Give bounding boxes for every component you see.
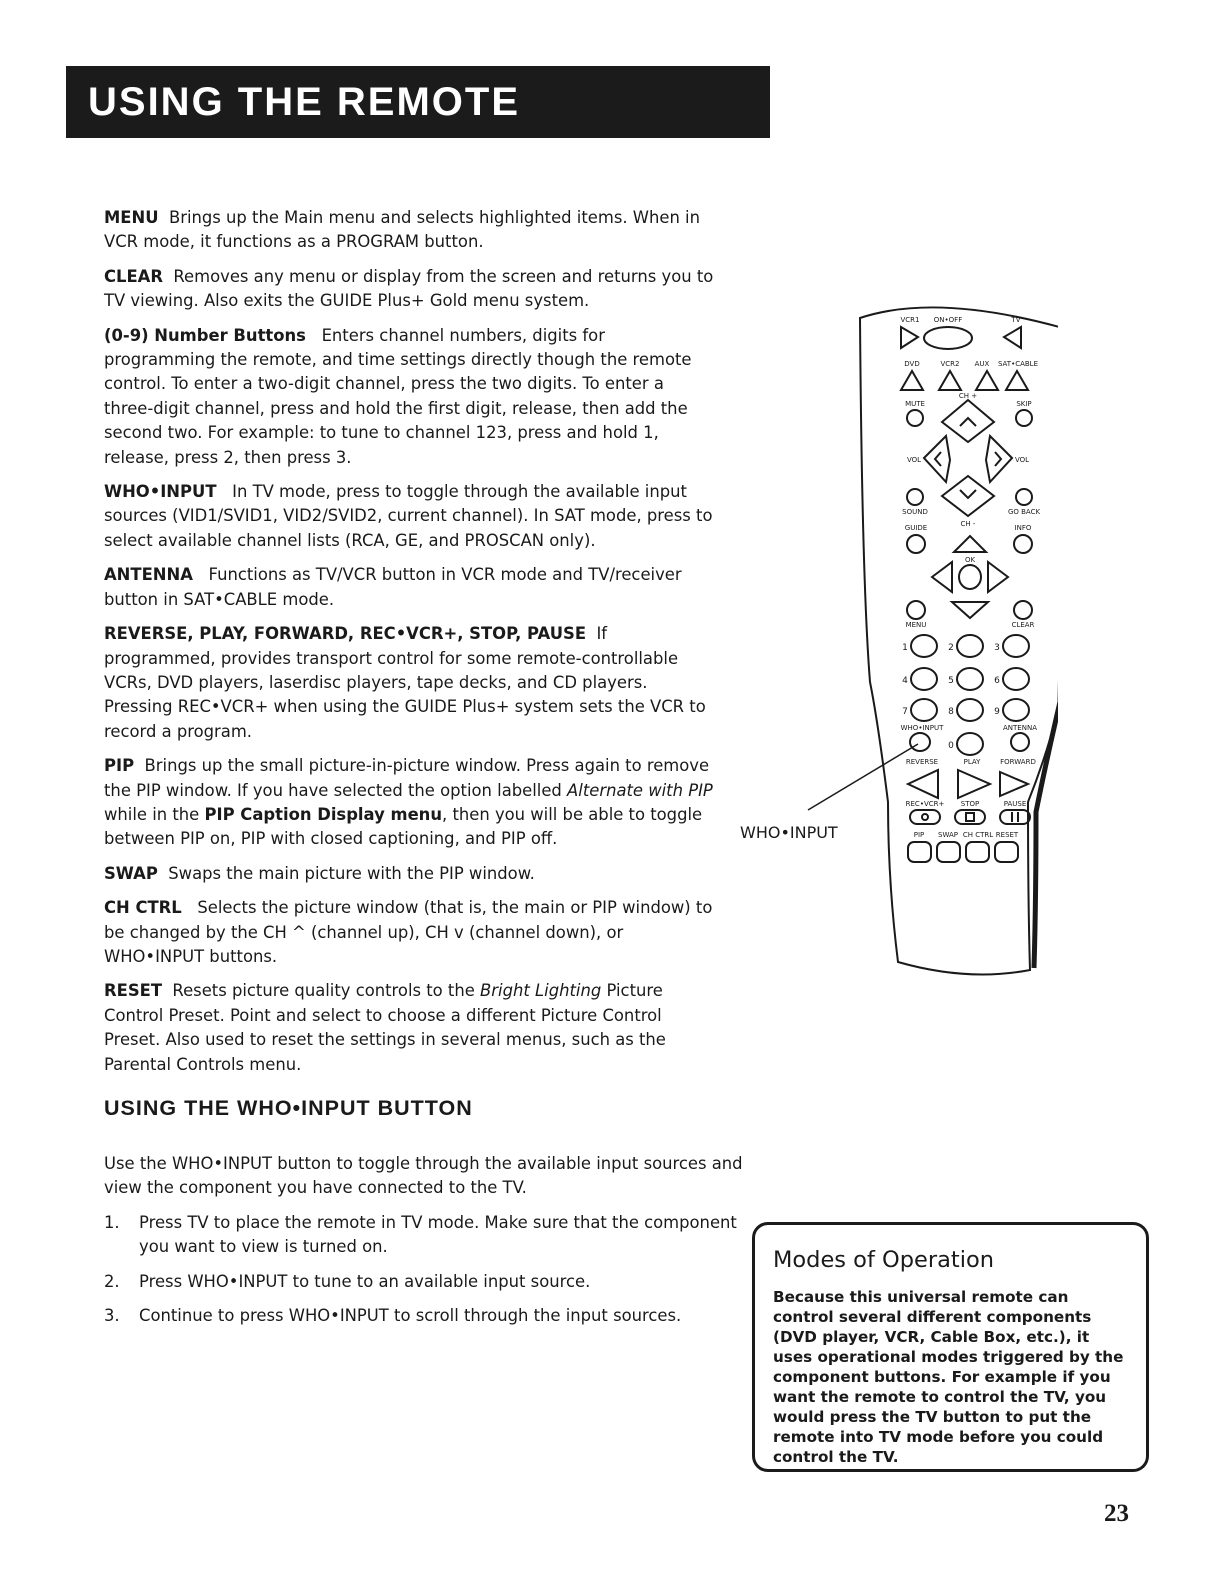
- list-item: 2. Press WHO•INPUT to tune to an available input source.: [104, 1271, 591, 1291]
- label-sat-cable: SAT•CABLE: [997, 360, 1039, 368]
- number-7-button: [911, 699, 937, 721]
- label-vol-left: VOL: [906, 456, 922, 464]
- pip-button: [908, 842, 931, 862]
- steps-list: [104, 1211, 744, 1329]
- label-7: 7: [902, 707, 908, 717]
- label-2: 2: [948, 643, 954, 653]
- desc-menu: MENU Brings up the Main menu and selects highlighted items. When in VCR mode, it functions as a PROGRAM button.: [104, 208, 700, 252]
- info-button: [1014, 535, 1032, 553]
- dvd-button: [901, 371, 923, 390]
- label-pip: PIP: [913, 831, 925, 839]
- label-swap: SWAP: [938, 831, 958, 839]
- forward-button: [1000, 772, 1028, 796]
- antenna-button: [1011, 733, 1029, 751]
- mute-button: [907, 410, 923, 426]
- label-reverse: REVERSE: [905, 758, 939, 766]
- desc-swap: SWAP Swaps the main picture with the PIP window.: [104, 863, 535, 883]
- label-1: 1: [902, 643, 908, 653]
- label-9: 9: [994, 707, 1000, 717]
- play-button: [958, 770, 990, 798]
- desc-antenna: ANTENNA Functions as TV/VCR button in VCR mode and TV/receiver button in SAT•CABLE mode.: [104, 565, 682, 609]
- label-vol-right: VOL: [1014, 456, 1030, 464]
- label-ch-down: CH -: [960, 520, 976, 528]
- number-5-button: [957, 668, 983, 690]
- ch-down-button: [942, 476, 994, 516]
- ch-up-button: [942, 400, 994, 442]
- label-vcr1: VCR1: [900, 316, 920, 324]
- vol-up-button: [986, 436, 1012, 482]
- tv-button: [1004, 327, 1021, 348]
- sound-button: [907, 489, 923, 505]
- reverse-button: [908, 770, 938, 798]
- label-stop: STOP: [960, 800, 980, 808]
- label-clear: CLEAR: [1011, 621, 1035, 629]
- desc-ch-ctrl: CH CTRL Selects the picture window (that is, the main or PIP window) to be changed by the CH ^ (channel up), CH v (channel down), or WHO•INPUT buttons.: [104, 898, 713, 966]
- label-who-input: WHO•INPUT: [900, 724, 944, 732]
- label-ch-up: CH +: [958, 392, 978, 400]
- clear-button: [1014, 601, 1032, 619]
- remote-body-shadow: [1034, 338, 1058, 968]
- label-vcr2: VCR2: [940, 360, 960, 368]
- desc-who-input: WHO•INPUT In TV mode, press to toggle through the available input sources (VID1/SVID1, VID2/SVID2, current channel). In SAT mode, press to select available channel lists (RCA, GE, and PROSCAN only).: [104, 482, 713, 550]
- label-antenna: ANTENNA: [1003, 724, 1037, 732]
- label-4: 4: [902, 676, 908, 686]
- list-item: 1. Press TV to place the remote in TV mode. Make sure that the component you want to view is turned on.: [104, 1212, 737, 1257]
- label-tv: TV: [1011, 316, 1021, 324]
- label-dvd: DVD: [904, 360, 920, 368]
- label-pause: PAUSE: [1003, 800, 1027, 808]
- number-1-button: [911, 635, 937, 657]
- vol-down-button: [924, 436, 950, 482]
- modes-of-operation-box: [752, 1222, 1149, 1472]
- label-sound: SOUND: [902, 508, 928, 516]
- section-heading: USING THE WHO•INPUT BUTTON: [104, 1096, 473, 1120]
- power-button: [924, 327, 972, 349]
- sat-cable-button: [1006, 371, 1028, 390]
- ch-ctrl-button: [966, 842, 989, 862]
- label-rec: REC•VCR+: [905, 800, 945, 808]
- label-play: PLAY: [963, 758, 981, 766]
- reset-button: [995, 842, 1018, 862]
- aux-button: [976, 371, 998, 390]
- ok-button: [959, 565, 981, 589]
- page-number: 23: [1104, 1500, 1129, 1527]
- rec-button: [910, 810, 940, 824]
- callout-label: WHO•INPUT: [740, 823, 838, 842]
- up-arrow-button: [954, 536, 986, 552]
- label-0: 0: [948, 741, 954, 751]
- label-menu: MENU: [905, 621, 927, 629]
- label-3: 3: [994, 643, 1000, 653]
- rec-icon: [922, 814, 928, 820]
- label-8: 8: [948, 707, 954, 717]
- desc-pip: PIP Brings up the small picture-in-picture window. Press again to remove the PIP window. If you have selected the option labelled Alternate with PIP while in the PIP Caption Display menu, then you will be able to toggle between PIP on, PIP with closed captioning, and PIP off.: [104, 756, 713, 849]
- label-go-back: GO BACK: [1007, 508, 1041, 516]
- label-info: INFO: [1014, 524, 1032, 532]
- menu-button: [907, 601, 925, 619]
- list-item: 3. Continue to press WHO•INPUT to scroll through the input sources.: [104, 1306, 682, 1326]
- swap-button: [937, 842, 960, 862]
- vcr1-button: [901, 327, 918, 348]
- label-guide: GUIDE: [904, 524, 928, 532]
- number-0-button: [957, 733, 983, 755]
- vol-right-arrow-icon: [995, 452, 1001, 466]
- vcr2-button: [939, 371, 961, 390]
- label-on-off: ON•OFF: [933, 316, 963, 324]
- vol-left-arrow-icon: [935, 452, 941, 466]
- desc-transport: REVERSE, PLAY, FORWARD, REC•VCR+, STOP, PAUSE If programmed, provides transport control for some remote-controllable VCRs, DVD players, laserdisc players, tape decks, and CD players. Pressing REC•VCR+ when using the GUIDE Plus+ system sets the VCR to record a program.: [104, 624, 706, 741]
- number-8-button: [957, 699, 983, 721]
- skip-button: [1016, 410, 1032, 426]
- left-arrow-button: [932, 562, 952, 592]
- number-4-button: [911, 668, 937, 690]
- box-title: Modes of Operation: [773, 1247, 994, 1273]
- button-descriptions: [104, 206, 716, 1087]
- number-9-button: [1003, 699, 1029, 721]
- label-aux: AUX: [974, 360, 990, 368]
- pause-button: [1000, 810, 1030, 824]
- who-input-instructions: [104, 1152, 744, 1338]
- label-ok: OK: [964, 556, 976, 564]
- number-2-button: [957, 635, 983, 657]
- page-title: USING THE REMOTE: [66, 66, 770, 138]
- ch-up-arrow-icon: [960, 418, 976, 426]
- remote-illustration: [738, 282, 1058, 982]
- callout-leader-line: [808, 744, 918, 810]
- label-5: 5: [948, 676, 954, 686]
- number-3-button: [1003, 635, 1029, 657]
- label-ch-ctrl: CH CTRL: [962, 831, 994, 839]
- right-arrow-button: [988, 562, 1008, 592]
- guide-button: [907, 535, 925, 553]
- who-input-button: [910, 733, 930, 751]
- label-mute: MUTE: [905, 400, 925, 408]
- label-forward: FORWARD: [1000, 758, 1036, 766]
- label-skip: SKIP: [1016, 400, 1032, 408]
- label-6: 6: [994, 676, 1000, 686]
- section-intro: Use the WHO•INPUT button to toggle through the available input sources and view the component you have connected to the TV.: [104, 1154, 743, 1198]
- pause-icon: [1012, 812, 1018, 822]
- label-reset: RESET: [995, 831, 1019, 839]
- desc-number-buttons: (0-9) Number Buttons Enters channel numbers, digits for programming the remote, and time settings directly though the remote control. To enter a two-digit channel, press the two digits. To enter a three-digit channel, press and hold the first digit, release, then add the second two. For example: to tune to channel 123, press and hold 1, release, press 2, then press 3.: [104, 325, 692, 467]
- down-arrow-button: [952, 602, 988, 618]
- number-6-button: [1003, 668, 1029, 690]
- desc-reset: RESET Resets picture quality controls to the Bright Lighting Picture Control Preset. Point and select to choose a different Picture Control Preset. Also used to reset the settings in several menus, such as the Parental Controls menu.: [104, 981, 666, 1074]
- ch-down-arrow-icon: [960, 490, 976, 498]
- go-back-button: [1016, 489, 1032, 505]
- box-body: Because this universal remote can control several different components (DVD player, VCR, Cable Box, etc.), it uses operational modes triggered by the component buttons. For example if you want the remote to control the TV, you would press the TV button to put the remote into TV mode before you could control the TV.: [773, 1288, 1124, 1466]
- desc-clear: CLEAR Removes any menu or display from the screen and returns you to TV viewing. Also exits the GUIDE Plus+ Gold menu system.: [104, 266, 714, 311]
- stop-icon: [966, 813, 974, 821]
